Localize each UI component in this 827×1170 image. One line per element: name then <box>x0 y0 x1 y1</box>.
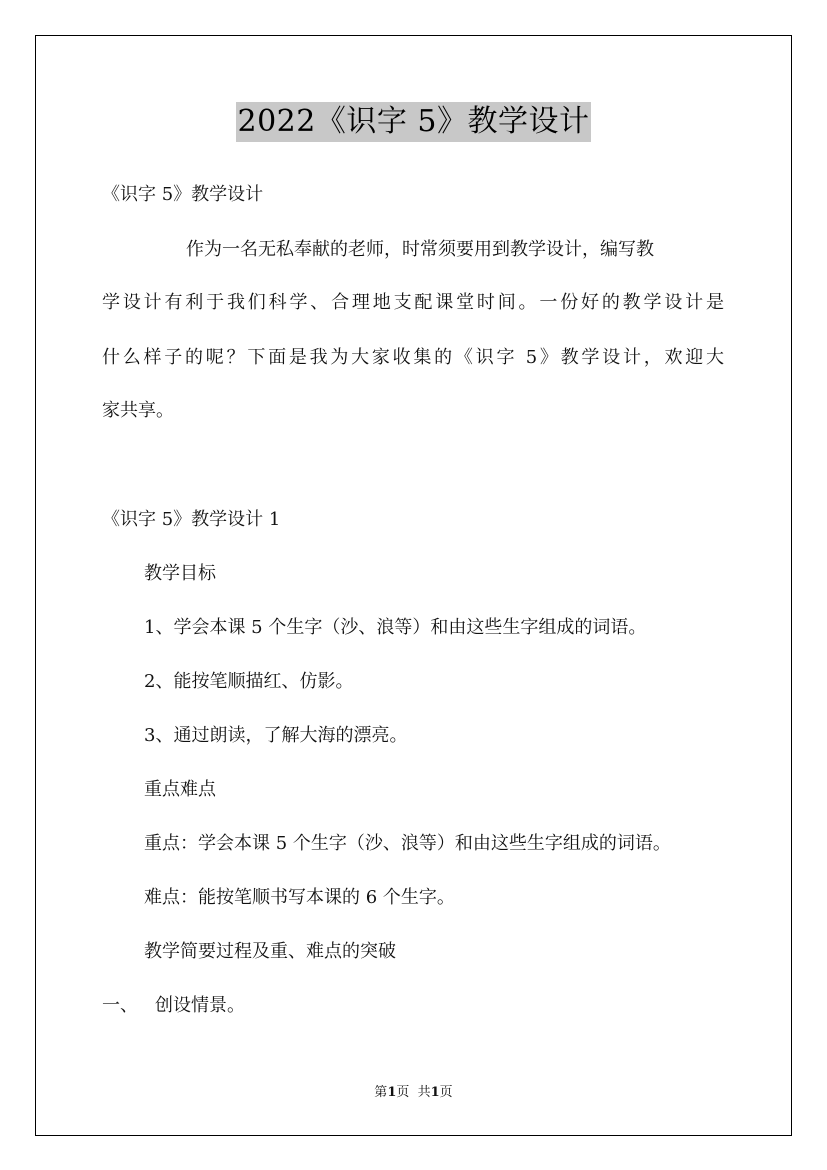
key-points-heading: 重点难点 <box>144 779 216 800</box>
footer-page-current: 1 <box>387 1085 397 1100</box>
page-footer <box>0 1084 827 1102</box>
intro-line-3: 什么样子的呢？下面是我为大家收集的《识字 5》教学设计，欢迎大 <box>102 347 724 368</box>
goal-item-2: 2、能按笔顺描红、仿影。 <box>144 671 354 692</box>
process-heading: 教学简要过程及重、难点的突破 <box>144 941 396 962</box>
difficulty-text: 难点：能按笔顺书写本课的 6 个生字。 <box>144 887 455 908</box>
key-point-text: 重点：学会本课 5 个生字（沙、浪等）和由这些生字组成的词语。 <box>144 833 671 854</box>
section-heading: 《识字 5》教学设计 1 <box>102 509 281 530</box>
step-1-number: 一、 <box>102 995 138 1016</box>
intro-line-2: 学设计有利于我们科学、合理地支配课堂时间。一份好的教学设计是 <box>102 292 724 313</box>
title-container <box>0 102 827 142</box>
step-1-text: 创设情景。 <box>155 995 245 1016</box>
goals-heading: 教学目标 <box>144 563 216 584</box>
footer-page-prefix: 第 <box>374 1085 388 1100</box>
intro-line-4: 家共享。 <box>102 400 174 421</box>
goal-item-3: 3、通过朗读，了解大海的漂亮。 <box>144 725 408 746</box>
goal-item-1: 1、学会本课 5 个生字（沙、浪等）和由这些生字组成的词语。 <box>144 617 647 638</box>
footer-page-suffix: 页 <box>439 1085 453 1100</box>
document-title: 2022《识字 5》教学设计 <box>236 102 592 142</box>
document-subtitle: 《识字 5》教学设计 <box>102 184 264 205</box>
footer-page-total: 1 <box>430 1085 440 1100</box>
footer-page-middle: 页 共 <box>396 1085 431 1100</box>
intro-line-1: 作为一名无私奉献的老师，时常须要用到教学设计，编写教 <box>186 239 654 260</box>
